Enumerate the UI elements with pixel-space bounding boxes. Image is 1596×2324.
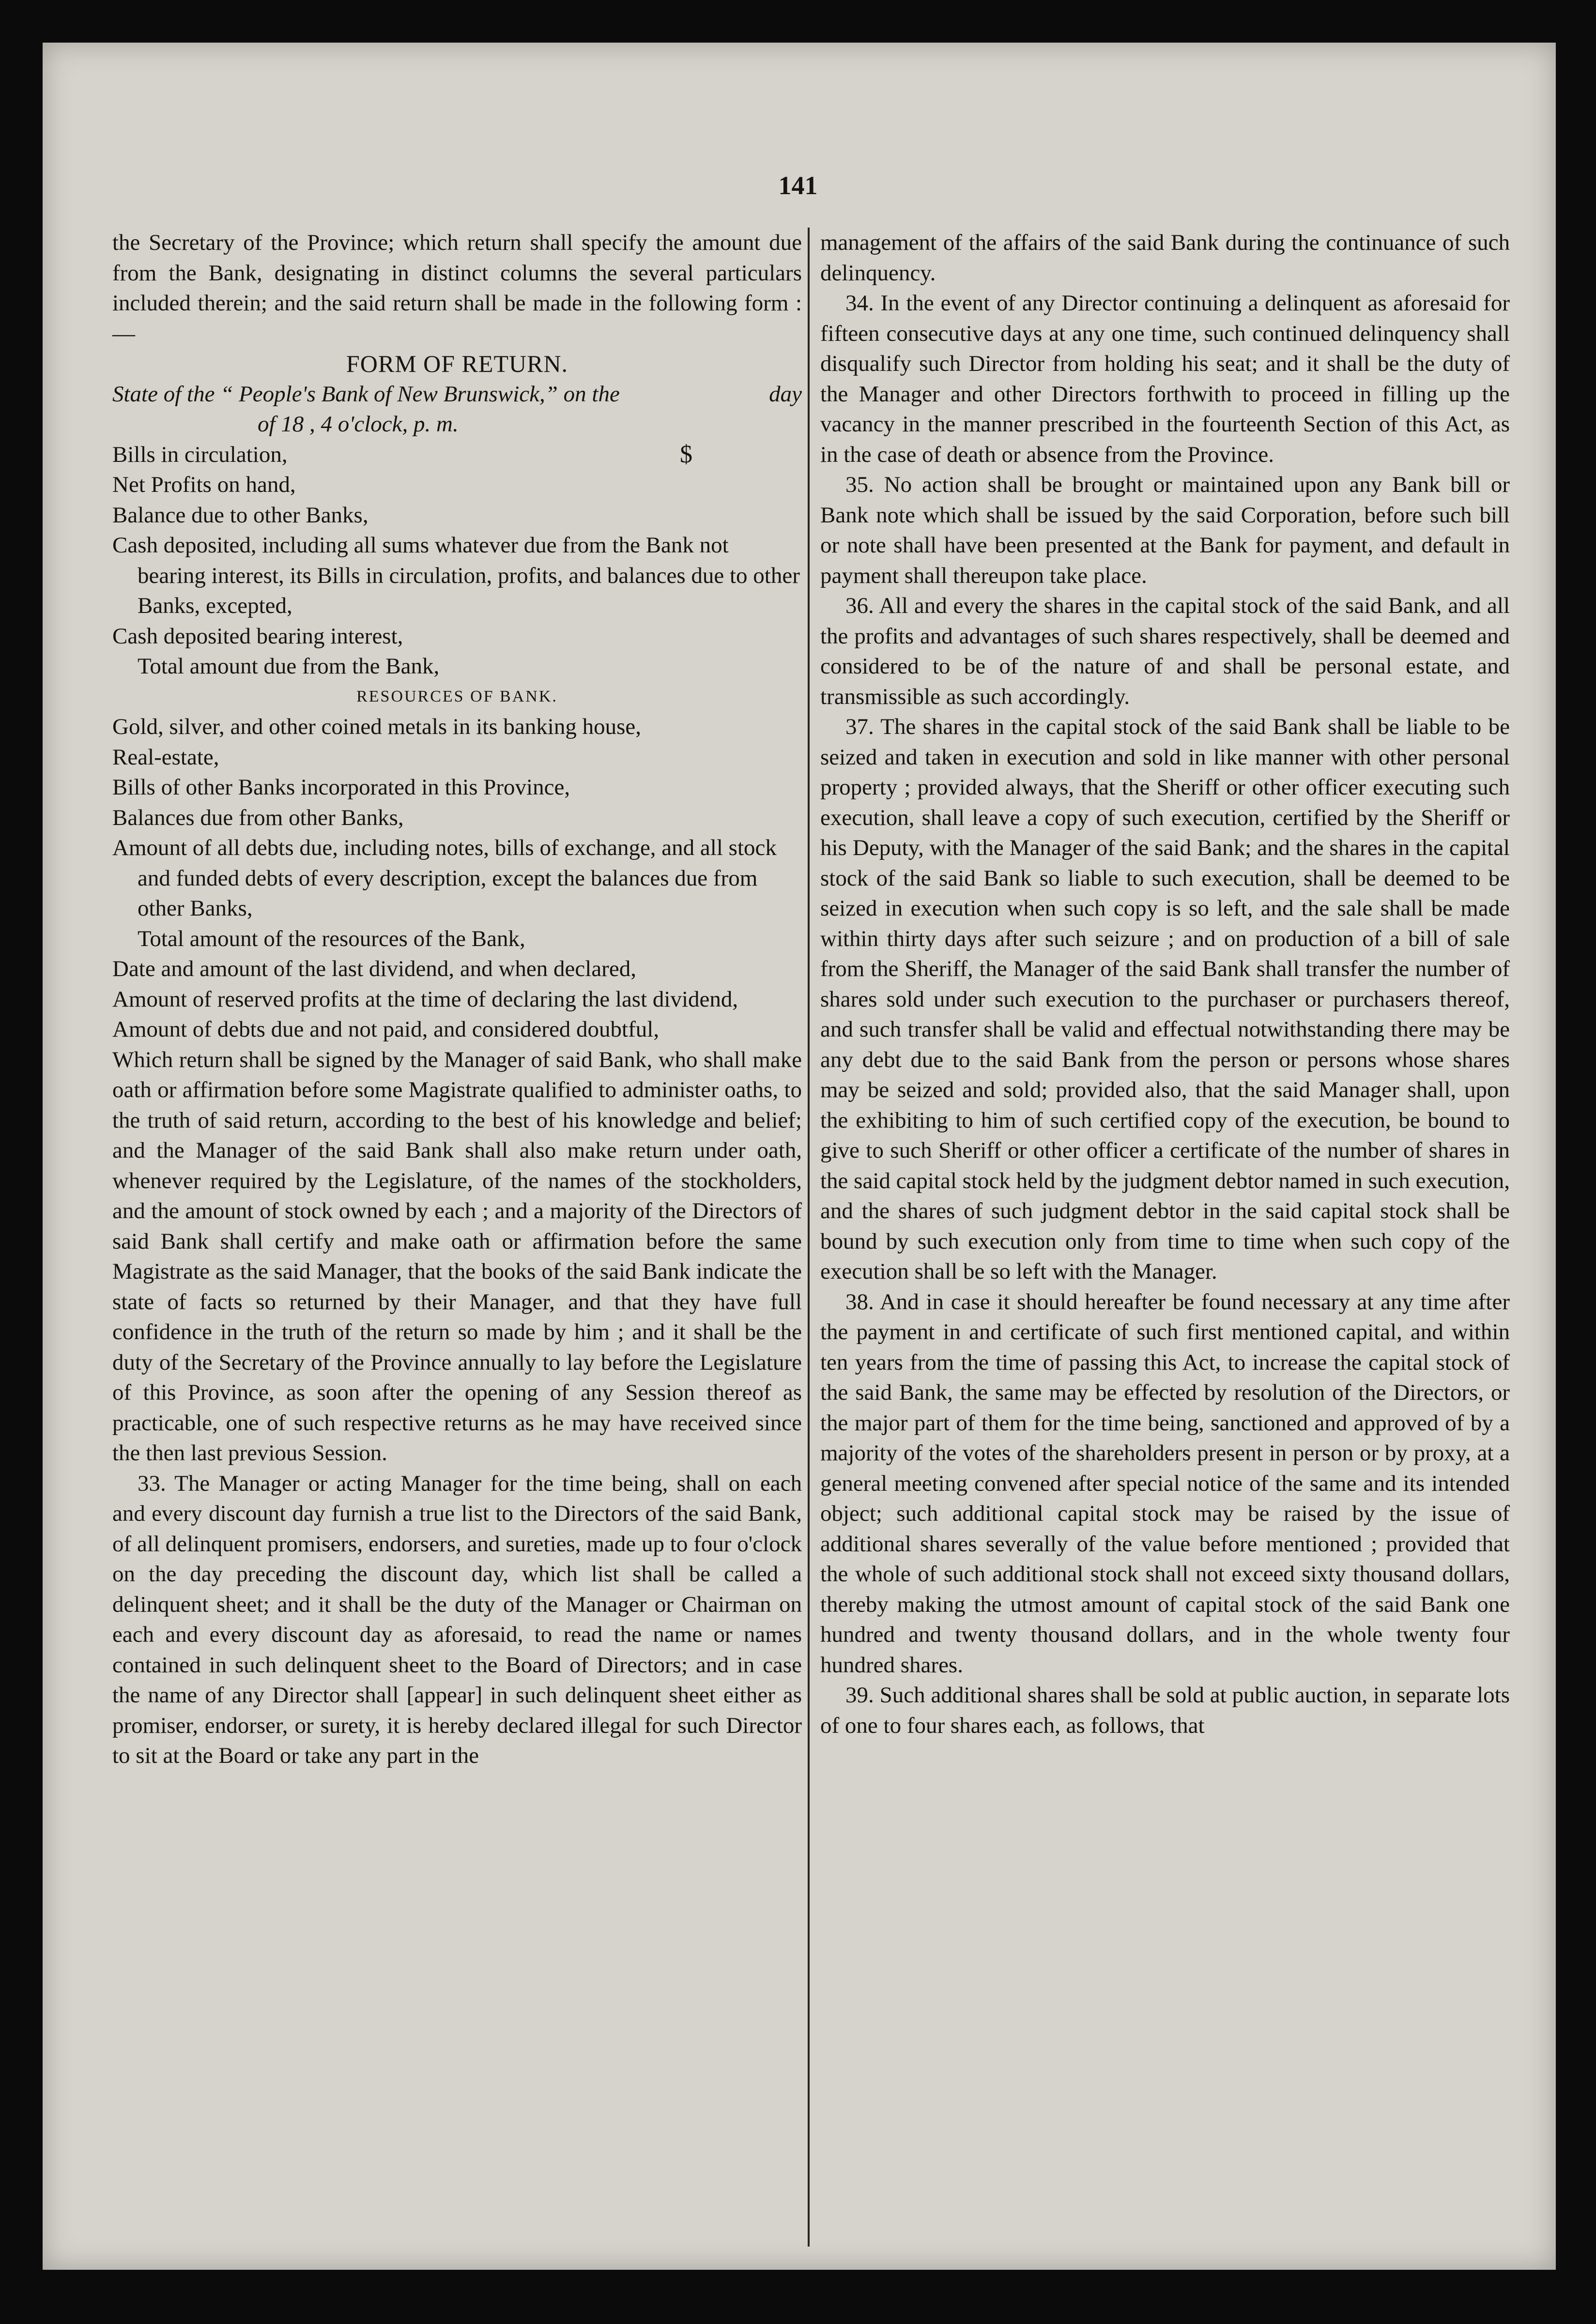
form-day: day	[769, 381, 802, 407]
list-item: Balance due to other Banks,	[112, 502, 368, 528]
column-divider	[808, 228, 810, 2247]
list-item: Cash deposited bearing interest,	[112, 623, 403, 649]
section-39: 39. Such additional shares shall be sold at public auction, in separate lots of one to four shares each, as follows, that	[820, 1682, 1510, 1738]
total-liabilities: Total amount due from the Bank,	[138, 654, 440, 679]
list-item: Net Profits on hand,	[112, 472, 296, 497]
section-33: 33. The Manager or acting Manager for the time being, shall on each and every discount day furnish a true list to the Directors of the said Bank, of all delinquent promisers, endorsers, and sureties, made up to four o'clock on the day preceding the discount day, which list shall be called a delinquent sheet; and it shall be the duty of the Manager or Chairman on each and every discount day as aforesaid, to read the name or names contained in such delinquent sheet to the Board of Directors; and in case the name of any Director shall [appear] in such delinquent sheet either as promiser, endorser, or surety, it is hereby declared illegal for such Director to sit at the Board or take any part in the	[112, 1470, 802, 1768]
section-34: 34. In the event of any Director continuing a delinquent as aforesaid for fifteen consecutive days at any one time, such continued delinquency shall disqualify such Director from holding his seat; and it shall be the duty of the Manager and other Directors forthwith to proceed in filling up the vacancy in the manner prescribed in the fourteenth Section of this Act, as in the case of death or absence from the Province.	[820, 290, 1510, 467]
form-state-line	[112, 379, 802, 410]
form-state: State of the “ People's Bank of New Brunswick,” on the	[112, 381, 620, 407]
list-item: Amount of all debts due, including notes, bills of exchange, and all stock and funded debts of every description, except the balances due from other Banks,	[112, 835, 777, 921]
continuation-paragraph: management of the affairs of the said Bank during the continuance of such delinquency.	[820, 230, 1510, 286]
total-resources: Total amount of the resources of the Bank,	[138, 926, 525, 951]
right-column	[820, 228, 1510, 1741]
section-35: 35. No action shall be brought or maintained upon any Bank bill or Bank note which shall be issued by the said Corporation, before such bill or note shall have been presented at the Bank for payment, and default in payment shall thereupon take place.	[820, 472, 1510, 588]
intro-paragraph: the Secretary of the Province; which return shall specify the amount due from the Bank, designating in distinct columns the several particulars included therein; and the said return shall be made in the following form :—	[112, 230, 802, 346]
list-item: Amount of debts due and not paid, and considered doubtful,	[112, 1017, 660, 1042]
list-item: Balances due from other Banks,	[112, 805, 404, 830]
list-item: Real-estate,	[112, 744, 219, 770]
section-37: 37. The shares in the capital stock of the said Bank shall be liable to be seized and taken in execution and sold in like manner with other personal property ; provided always, that the Sheriff or other officer executing such execution, shall leave a copy of such execution, certified by the Sheriff or his Deputy, with the Manager of the said Bank; and the shares in the capital stock of the said Bank so liable to such execution, shall be deemed to be seized in execution when such copy is so left, and the sale shall be made within thirty days after such seizure ; and on production of a bill of sale from the Sheriff, the Manager of the said Bank shall transfer the number of shares sold under such execution to the purchaser or purchasers thereof, and such transfer shall be valid and effectual notwithstanding there may be any debt due to the said Bank from the person or persons whose shares may be seized and sold; provided also, that the said Manager shall, upon the exhibiting to him of such certified copy of the execution, be bound to give to such Sheriff or other officer a certificate of the number of shares in the said capital stock held by the judgment debtor named in such execution, and the shares of such judgment debtor in the said capital stock shall be bound by such execution only from time to time when such copy of the execution shall be so left with the Manager.	[820, 714, 1510, 1284]
list-item: $ Bills in circulation,	[112, 440, 692, 468]
list-item: Amount of reserved profits at the time of declaring the last dividend,	[112, 986, 738, 1012]
list-item: Cash deposited, including all sums whatever due from the Bank not bearing interest, its Bills in circulation, profits, and balances due to other Banks, excepted,	[112, 533, 800, 618]
which-return-paragraph: Which return shall be signed by the Manager of said Bank, who shall make oath or affirmation before some Magistrate qualified to administer oaths, to the truth of said return, according to the best of his knowledge and belief; and the Manager of the said Bank shall also make return under oath, whenever required by the Legislature, of the names of the stockholders, and the amount of stock owned by each ; and a majority of the Directors of said Bank shall certify and make oath or affirmation before the same Magistrate as the said Manager, that the books of the said Bank indicate the state of facts so returned by their Manager, and that they have full confidence in the truth of the return so made by him ; and it shall be the duty of the Secretary of the Province annually to lay before the Legislature of this Province, as soon after the opening of any Session thereof as practicable, one of such respective returns as he may have received since the then last previous Session.	[112, 1047, 802, 1466]
resources-heading: RESOURCES OF BANK.	[356, 687, 558, 705]
section-36: 36. All and every the shares in the capital stock of the said Bank, and all the profits and advantages of such shares respectively, shall be deemed and considered to be of the nature of and shall be personal estate, and transmissible as such accordingly.	[820, 593, 1510, 709]
form-of-line: of 18 , 4 o'clock, p. m.	[258, 412, 459, 437]
list-item: Gold, silver, and other coined metals in its banking house,	[112, 714, 641, 739]
form-title: FORM OF RETURN.	[346, 350, 568, 377]
page-number: 141	[778, 171, 818, 200]
section-38: 38. And in case it should hereafter be found necessary at any time after the payment in and certificate of such first mentioned capital, and within ten years from the time of passing this Act, to increase the capital stock of the said Bank, the same may be effected by resolution of the Directors, or the major part of them for the time being, sanctioned and approved of by a majority of the votes of the shareholders present in person or by proxy, at a general meeting convened after special notice of the same and its intended object; such additional capital stock may be raised by the issue of additional shares severally of the value before mentioned ; provided that the whole of such additional stock shall not exceed sixty thousand dollars, thereby making the utmost amount of capital stock of the said Bank one hundred and twenty thousand dollars, and in the whole twenty four hundred shares.	[820, 1289, 1510, 1678]
list-item: Date and amount of the last dividend, and when declared,	[112, 956, 636, 981]
list-item: Bills of other Banks incorporated in this Province,	[112, 775, 570, 800]
left-column	[112, 228, 802, 1771]
